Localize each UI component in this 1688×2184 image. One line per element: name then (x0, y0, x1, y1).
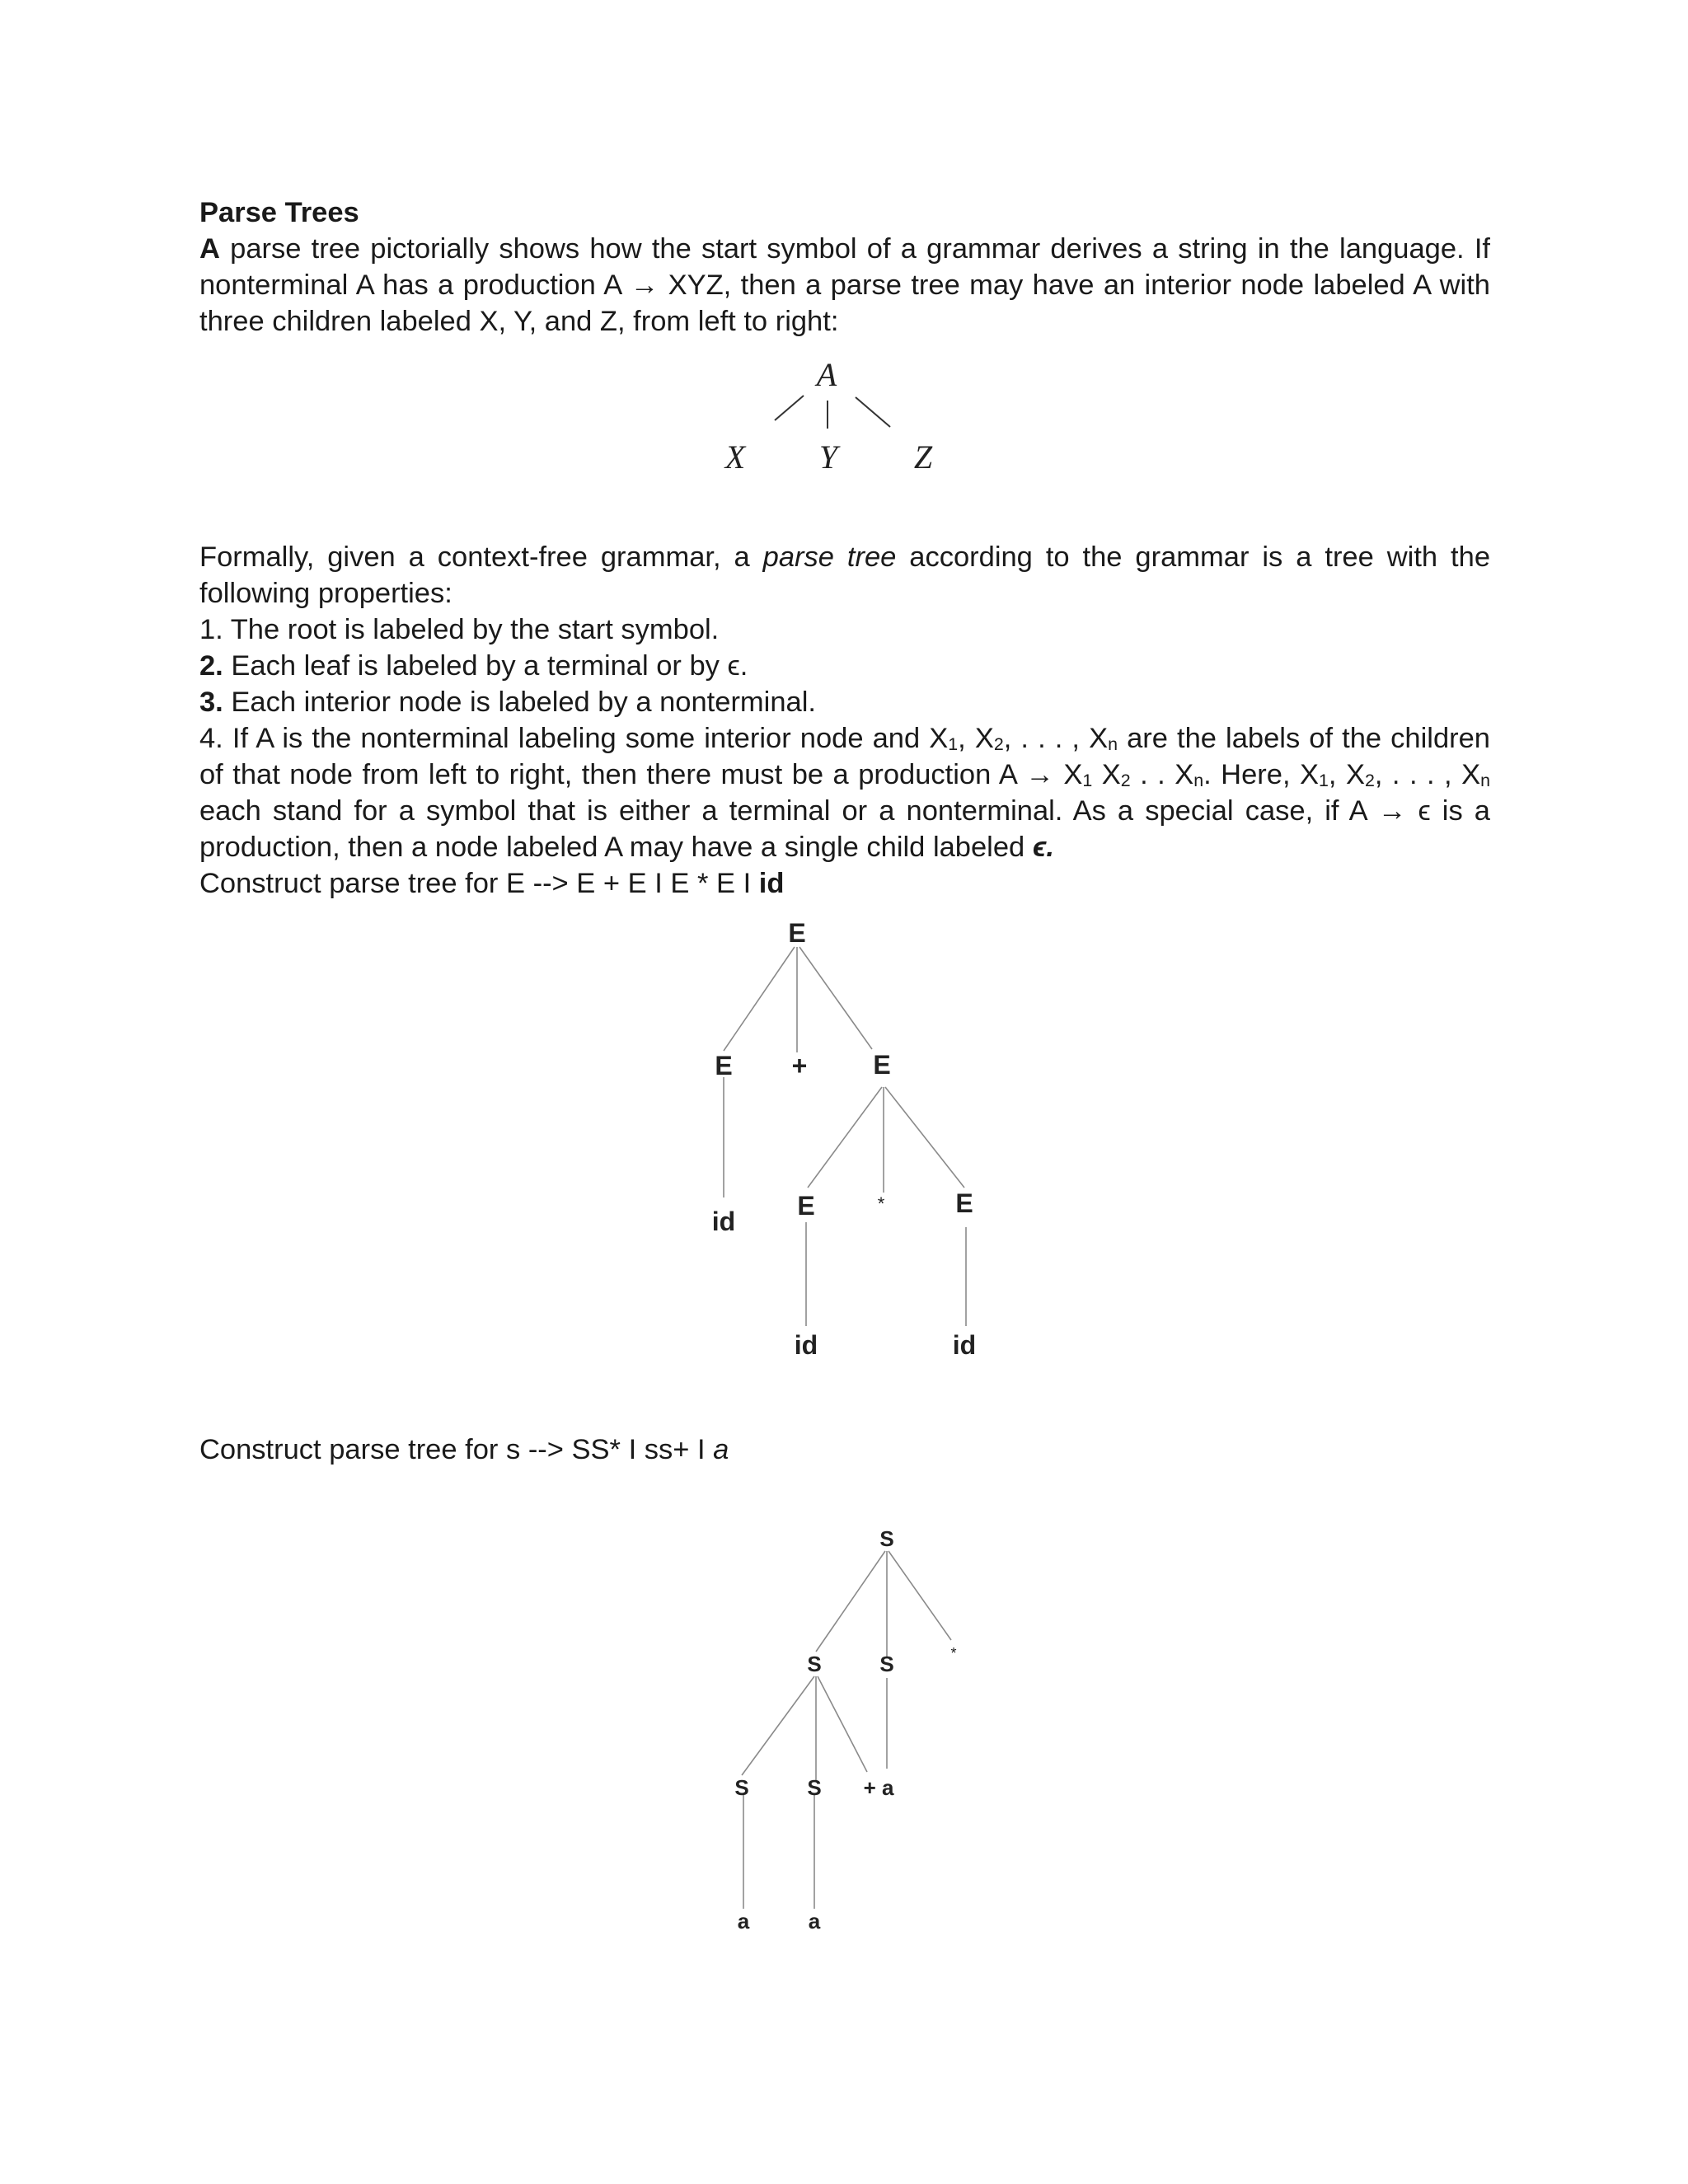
node-s-middle: S (879, 1652, 894, 1676)
edge (742, 1676, 814, 1775)
tree-s-diagram (709, 1516, 1022, 1945)
node-id-2: id (794, 1330, 818, 1360)
p4-sub: 1 (948, 734, 959, 755)
p4-sub: n (1108, 734, 1118, 755)
node-y: Y (818, 438, 838, 476)
p4-seg: X (1092, 759, 1121, 790)
construct-s-prefix: Construct parse tree for s --> SS* I ss+ I (199, 1434, 714, 1465)
property-3-text: Each interior node is labeled by a nonterminal. (223, 687, 816, 718)
node-plus: + (791, 1051, 808, 1080)
property-2 (199, 648, 1490, 684)
edge-a-x (775, 396, 804, 420)
edge (885, 1087, 964, 1188)
formal-paragraph (199, 539, 1490, 612)
p4-seg: each stand for a symbol that is either a terminal or a nonterminal. As a special case, if A → ϵ is a production, then a node labeled A may have a single child labeled (199, 795, 1490, 863)
p4-sub: n (1193, 771, 1204, 791)
node-s-root: S (879, 1526, 894, 1551)
node-star: * (950, 1645, 957, 1661)
node-e-left: E (715, 1051, 733, 1080)
edge (889, 1551, 951, 1640)
p4-seg: . . X (1130, 759, 1194, 790)
formal-after: according to the grammar is a tree with the following properties: (199, 541, 1491, 609)
node-s-lm: S (807, 1775, 822, 1800)
p4-sub: 1 (1319, 771, 1329, 791)
node-star: * (877, 1193, 885, 1214)
p4-sub: 2 (1364, 771, 1375, 791)
node-e-inner-left: E (797, 1191, 815, 1221)
tree-e-diagram (659, 911, 1022, 1385)
p4-seg: . Here, X (1203, 759, 1320, 790)
property-2-text: Each leaf is labeled by a terminal or by ϵ. (223, 650, 748, 682)
p4-seg: , X (1328, 759, 1365, 790)
edge (818, 1676, 867, 1772)
tree-axyz-diagram (692, 346, 973, 486)
node-a-1: a (737, 1909, 750, 1933)
node-s-left: S (807, 1652, 822, 1676)
construct-e-heading (199, 865, 1490, 902)
node-x: X (724, 438, 746, 476)
p4-seg: are the labels of the children of that node from left to right, then there must be a production A → X (199, 723, 1490, 790)
construct-e-prefix: Construct parse tree for E --> E + E I E * E I (199, 868, 759, 899)
node-s-ll: S (734, 1775, 749, 1800)
edge (724, 947, 795, 1051)
edge (816, 1551, 885, 1652)
p4-seg: , . . . , X (1003, 723, 1109, 754)
property-1: 1. The root is labeled by the start symbol. (199, 614, 720, 645)
p4-sub: 2 (1120, 771, 1131, 791)
property-3-number: 3. (199, 687, 223, 718)
property-4 (199, 720, 1490, 865)
p4-sub: 2 (993, 734, 1004, 755)
node-id-1: id (711, 1207, 736, 1236)
p4-sub: n (1480, 771, 1490, 791)
intro-paragraph (199, 231, 1490, 340)
node-a: A (816, 356, 837, 393)
edge (799, 947, 872, 1049)
node-e-right: E (873, 1050, 891, 1080)
construct-s-a: a (713, 1434, 729, 1465)
p4-epsilon: ϵ. (1032, 832, 1054, 863)
edge (808, 1087, 882, 1188)
intro-lead: A (199, 233, 220, 265)
p4-sub: 1 (1082, 771, 1093, 791)
page-title: Parse Trees (199, 197, 359, 228)
edge-a-z (856, 397, 890, 427)
p4-seg: 4. If A is the nonterminal labeling some interior node and X (199, 723, 949, 754)
p4-seg: , X (958, 723, 994, 754)
node-id-3: id (952, 1330, 977, 1360)
node-z: Z (913, 438, 933, 476)
node-e-root: E (788, 918, 806, 948)
node-e-inner-right: E (955, 1188, 973, 1218)
p4-seg: , . . . , X (1374, 759, 1481, 790)
node-plus-a: + a (863, 1775, 894, 1800)
construct-e-id: id (758, 868, 785, 899)
intro-text: parse tree pictorially shows how the start symbol of a grammar derives a string in the language. If nonterminal A has a production A → XYZ, then a parse tree may have an interior node labeled A with three children labeled X, Y, and Z, from left to right: (199, 233, 1490, 337)
formal-term: parse tree (762, 541, 897, 573)
node-a-2: a (808, 1909, 821, 1933)
property-2-number: 2. (199, 650, 223, 682)
property-3 (199, 684, 1490, 720)
construct-s-heading (199, 1432, 1490, 1468)
formal-before: Formally, given a context-free grammar, a (199, 541, 763, 573)
